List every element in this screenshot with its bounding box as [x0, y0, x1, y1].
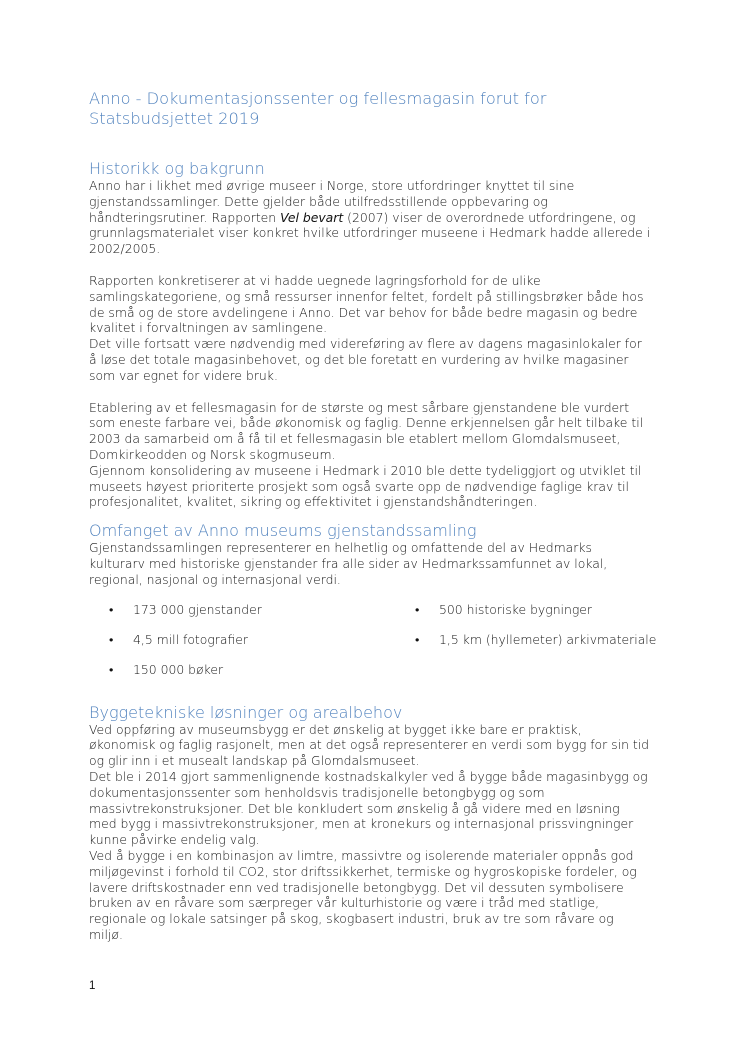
bullet-icon: • — [109, 601, 114, 617]
paragraph-bygg-2: Det ble i 2014 gjort sammenlignende kostnadskalkyler ved å bygge både magasinbygg og dokumentasjonssenter som henholdsvis tradisjonelle betongbygg og som massivtrekonstruksjoner. Det ble konkludert som ønskelig å gå videre med en løsning med bygg i massivtrekonstruksjoner, men at kronekurs og internasjonal prissvingninger kunne påvirke endelig valg. — [89, 768, 648, 848]
page-content — [89, 89, 657, 943]
bullet-icon: • — [109, 631, 114, 647]
report-title-italic: Vel bevart — [280, 209, 344, 225]
list-item: • 4,5 mill fotografier — [109, 631, 249, 647]
paragraph-bygg-3: Ved å bygge i en kombinasjon av limtre, massivtre og isolerende materialer oppnås god miljøgevinst i forhold til CO2, stor driftssikkerhet, termiske og hygroskopiske fordeler, og lavere driftskostnader enn ved tradisjonelle betongbygg. Det vil dessuten symbolisere bruken av en råvare som særpreger vår kulturhistorie og være i tråd med statlige, regionale og lokale satsinger på skog, skogbasert industri, bruk av tre som råvare og miljø. — [89, 847, 637, 942]
paragraph-historikk-1: Anno har i likhet med øvrige museer i Norge, store utfordringer knyttet til sine gjenstandssamlinger. Dette gjelder både utilfredsstillende oppbevaring og håndteringsrutiner. Rapporten Vel bevart (2007) viser de overordnede utfordringene, og grunnlagsmaterialet viser konkret hvilke utfordringer museene i Hedmark hadde allerede i 2002/2005. — [89, 178, 651, 257]
paragraph-historikk-2: Rapporten konkretiserer at vi hadde uegnede lagringsforhold for de ulike samlingskategoriene, og små ressurser innenfor feltet, fordelt på stillingsbrøker både hos de små og de store avdelingene i Anno. Det var behov for både bedre magasin og bedre kvalitet i forvaltningen av samlingene. — [89, 272, 644, 336]
paragraph-historikk-3: Det ville fortsatt være nødvendig med videreføring av flere av dagens magasinlokaler for å løse det totale magasinbehovet, og det ble foretatt en vurdering av hvilke magasiner som var egnet for videre bruk. — [89, 336, 642, 383]
paragraph-historikk-4: Etablering av et fellesmagasin for de største og mest sårbare gjenstandene ble vurdert som eneste farbare vei, både økonomisk og faglig. Denne erkjennelsen går helt tilbake til 2003 da samarbeid om å få til et fellesmagasin ble etablert mellom Glomdalsmuseet, Domkirkeodden og Norsk skogmuseum. — [89, 399, 644, 462]
list-item: • 173 000 gjenstander — [109, 601, 262, 617]
bullet-icon: • — [109, 661, 114, 677]
heading-historikk: Historikk og bakgrunn — [89, 159, 265, 178]
paragraph-historikk-5: Gjennom konsolidering av museene i Hedmark i 2010 ble dette tydeliggjort og utviklet til museets høyest prioriterte prosjekt som også svarte opp de nødvendige faglige krav til profesjonalitet, kvalitet, sikring og effektivitet i gjenstandshåndteringen. — [89, 462, 642, 510]
bullet-icon: • — [415, 631, 420, 647]
heading-bygg: Byggetekniske løsninger og arealbehov — [89, 702, 403, 722]
paragraph-omfang-1: Gjenstandssamlingen representerer en helhetlig og omfattende del av Hedmarks kulturarv med historiske gjenstander fra alle sider av Hedmarkssamfunnet av lokal, regional, nasjonal og internasjonal verdi. — [89, 540, 608, 587]
page-number: 1 — [89, 980, 96, 992]
heading-omfang: Omfanget av Anno museums gjenstandssamling — [89, 521, 477, 541]
paragraph-bygg-1: Ved oppføring av museumsbygg er det ønskelig at bygget ikke bare er praktisk, økonomisk og faglig rasjonelt, men at det også representerer en verdi som bygg for sin tid og glir inn i et musealt landskap på Glomdalsmuseet. — [89, 721, 650, 769]
list-item: • 1,5 km (hyllemeter) arkivmateriale — [415, 631, 657, 647]
list-item: • 150 000 bøker — [109, 661, 224, 677]
list-item: • 500 historiske bygninger — [415, 601, 593, 617]
bullet-icon: • — [415, 601, 420, 617]
document-title: Anno - Dokumentasjonssenter og fellesmagasin forut for Statsbudsjettet 2019 — [89, 89, 547, 128]
collection-bullet-list — [89, 601, 657, 702]
